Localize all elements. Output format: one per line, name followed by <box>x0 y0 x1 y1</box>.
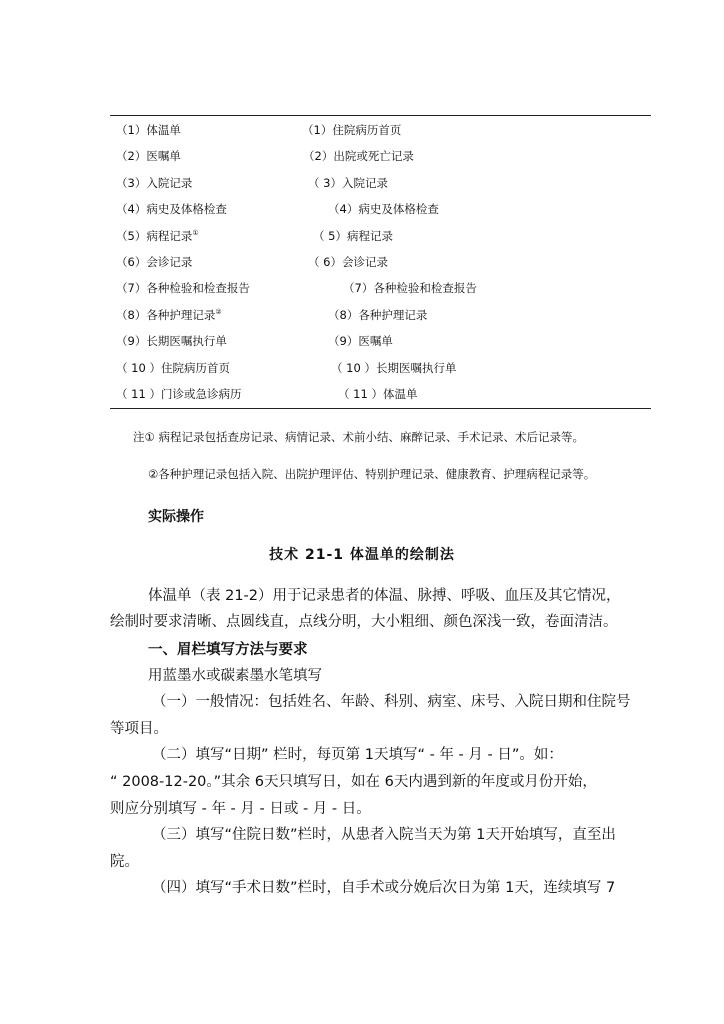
item-3-line-1: （三）填写“住院日数”栏时，从患者入院当天为第 1天开始填写，直至出 <box>152 827 616 843</box>
left-column-item <box>116 148 181 164</box>
left-column-item <box>116 201 227 217</box>
left-item-text: （8）各种护理记录 <box>116 307 216 322</box>
right-column-item: （ 3）入院记录 <box>308 175 388 190</box>
left-item-text: （ 10 ）住院病历首页 <box>116 360 230 375</box>
right-column-item: （ 11 ）体温单 <box>338 387 418 401</box>
item-2-line-2: “ 2008-12-20。”其余 6天只填写日，如在 6天内遇到新的年度或月份开始， <box>110 774 597 790</box>
table-bottom-rule <box>110 408 651 409</box>
table-row <box>110 201 651 227</box>
item-4-line-1: （四）填写“手术日数”栏时，自手术或分娩后次日为第 1天，连续填写 7 <box>152 880 616 896</box>
right-column-item: （ 5）病程记录 <box>313 228 393 243</box>
section-1-heading: 一、眉栏填写方法与要求 <box>148 642 308 658</box>
footnote-marker: ② <box>215 307 222 316</box>
technique-title: 技术 21-1 体温单的绘制法 <box>269 547 455 563</box>
para-1-line-1: 体温单（表 21-2）用于记录患者的体温、脉搏、呼吸、血压及其它情况， <box>148 588 621 604</box>
left-item-text: （ 11 ）门诊或急诊病历 <box>116 387 242 401</box>
left-item-text: （4）病史及体格检查 <box>116 202 227 217</box>
left-column-item <box>116 307 222 323</box>
table-row <box>110 175 651 201</box>
right-column-item: （4）病史及体格检查 <box>328 202 439 217</box>
table-row <box>110 280 651 306</box>
left-item-text: （9）长期医嘱执行单 <box>116 334 227 349</box>
left-item-text: （5）病程记录 <box>116 228 193 243</box>
item-1-line-2: 等项目。 <box>110 721 168 737</box>
left-item-text: （6）会诊记录 <box>116 255 193 269</box>
right-column-item: （1）住院病历首页 <box>302 123 402 137</box>
left-column-item <box>116 122 181 138</box>
right-column-item: （8）各种护理记录 <box>328 307 428 322</box>
table-row <box>110 228 651 254</box>
practice-heading: 实际操作 <box>148 509 204 525</box>
right-column-item: （ 10 ）长期医嘱执行单 <box>331 360 457 375</box>
left-item-text: （2）医嘱单 <box>116 149 181 164</box>
right-column-item: （7）各种检验和检查报告 <box>343 281 477 296</box>
right-column-item: （ 6）会诊记录 <box>308 255 388 269</box>
left-column-item <box>116 228 199 244</box>
right-column-item: （2）出院或死亡记录 <box>303 149 414 164</box>
para-1-line-2: 绘制时要求清晰、点圆线直，点线分明，大小粗细、颜色深浅一致，卷面清洁。 <box>110 614 618 630</box>
left-column-item <box>116 254 192 270</box>
left-column-item <box>116 280 250 296</box>
item-1-line-1: （一）一般情况：包括姓名、年龄、科别、病室、床号、入院日期和住院号 <box>152 694 631 710</box>
item-2-line-3: 则应分别填写 - 年 - 月 - 日或 - 月 - 日。 <box>110 801 371 817</box>
item-2-line-1: （二）填写“日期” 栏时，每页第 1天填写“ - 年 - 月 - 日”。如： <box>152 747 563 763</box>
table-row <box>110 122 651 148</box>
left-column-item <box>116 360 230 376</box>
left-column-item <box>116 175 192 191</box>
footnote-marker: ① <box>192 228 199 237</box>
right-column-item: （9）医嘱单 <box>328 334 393 349</box>
item-3-line-2: 院。 <box>110 854 139 870</box>
left-item-text: （1）体温单 <box>116 123 181 137</box>
footnote-1: 注① 病程记录包括查房记录、病情记录、术前小结、麻醉记录、手术记录、术后记录等。 <box>133 430 584 444</box>
left-column-item <box>116 386 241 402</box>
table-row <box>110 254 651 280</box>
left-column-item <box>116 333 227 349</box>
table-row <box>110 307 651 333</box>
table-row <box>110 360 651 386</box>
table-row <box>110 148 651 174</box>
table-row <box>110 333 651 359</box>
left-item-text: （3）入院记录 <box>116 175 193 190</box>
footnote-2: ②各种护理记录包括入院、出院护理评估、特别护理记录、健康教育、护理病程记录等。 <box>148 467 596 481</box>
table-top-rule <box>110 115 651 116</box>
left-item-text: （7）各种检验和检查报告 <box>116 281 250 296</box>
ink-instruction: 用蓝墨水或碳素墨水笔填写 <box>148 668 322 684</box>
